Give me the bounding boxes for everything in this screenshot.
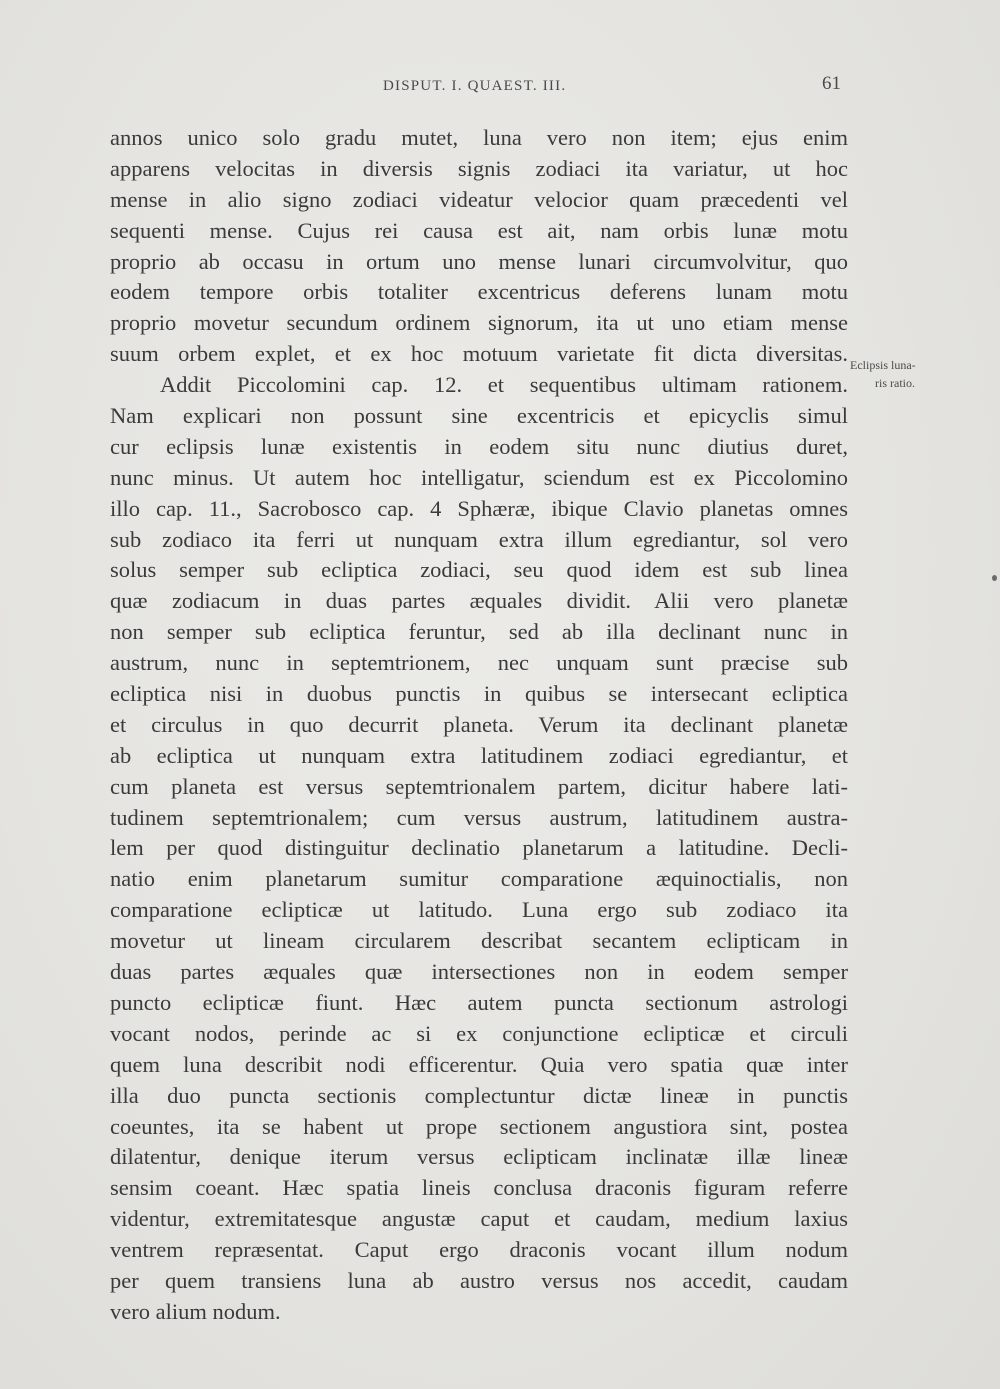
text-line: duas partes æquales quæ intersectiones non in eodem semper: [110, 959, 848, 985]
text-line: coeuntes, ita se habent ut prope sectionem angustiora sint, postea: [110, 1113, 848, 1139]
text-line: illo cap. 11., Sacrobosco cap. 4 Sphæræ, ibique Clavio planetas omnes: [110, 495, 848, 521]
text-line: lem per quod distinguitur declinatio planetarum a latitudine. Decli-: [110, 835, 848, 861]
running-head: DISPUT. I. QUAEST. III.: [383, 78, 567, 94]
text-line: movetur ut lineam circularem describat secantem eclipticam in: [110, 928, 848, 954]
page-number: 61: [822, 73, 841, 94]
marginal-note-line: Eclipsis luna-: [850, 358, 916, 372]
marginal-note-line: ris ratio.: [875, 376, 915, 390]
text-line: annos unico solo gradu mutet, luna vero non item; ejus enim: [110, 125, 848, 150]
text-line: dilatentur, denique iterum versus eclipticam inclinatæ illæ lineæ: [110, 1144, 848, 1170]
text-line: nunc minus. Ut autem hoc intelligatur, sciendum est ex Piccolomino: [110, 464, 848, 490]
text-line: proprio ab occasu in ortum uno mense lunari circumvolvitur, quo: [110, 248, 848, 274]
text-line: vocant nodos, perinde ac si ex conjunctione eclipticæ et circuli: [110, 1020, 848, 1046]
text-line: cum planeta est versus septemtrionalem partem, dicitur habere lati-: [110, 773, 848, 799]
text-line: suum orbem explet, et ex hoc motuum varietate fit dicta diversitas.: [110, 341, 848, 367]
text-line: ab ecliptica ut nunquam extra latitudinem zodiaci egrediantur, et: [110, 742, 848, 768]
text-line: vero alium nodum.: [110, 1298, 281, 1324]
ink-speck: [992, 575, 997, 581]
text-line: Nam explicari non possunt sine excentricis et epicyclis simul: [110, 403, 848, 429]
text-line: mense in alio signo zodiaci videatur velocior quam præcedenti vel: [110, 186, 848, 212]
text-line: puncto eclipticæ fiunt. Hæc autem puncta sectionum astrologi: [110, 989, 848, 1015]
text-line: comparatione eclipticæ ut latitudo. Luna ergo sub zodiaco ita: [110, 897, 848, 923]
text-line: quem luna describit nodi efficerentur. Quia vero spatia quæ inter: [110, 1051, 848, 1077]
text-line: quæ zodiacum in duas partes æquales dividit. Alii vero planetæ: [110, 588, 848, 614]
text-line: proprio movetur secundum ordinem signorum, ita ut uno etiam mense: [110, 310, 848, 336]
text-line: sub zodiaco ita ferri ut nunquam extra illum egrediantur, sol vero: [110, 526, 848, 552]
text-line: natio enim planetarum sumitur comparatione æquinoctialis, non: [110, 866, 848, 892]
text-line: apparens velocitas in diversis signis zodiaci ita variatur, ut hoc: [110, 155, 848, 181]
text-line: per quem transiens luna ab austro versus nos accedit, caudam: [110, 1267, 848, 1293]
text-line: cur eclipsis lunæ existentis in eodem situ nunc diutius duret,: [110, 433, 848, 459]
marginal-note: [850, 356, 960, 392]
body-text: [110, 123, 848, 1328]
text-line: illa duo puncta sectionis complectuntur dictæ lineæ in punctis: [110, 1082, 848, 1108]
text-line: sequenti mense. Cujus rei causa est ait, nam orbis lunæ motu: [110, 217, 848, 243]
text-line: non semper sub ecliptica feruntur, sed ab illa declinant nunc in: [110, 619, 848, 645]
text-line: austrum, nunc in septemtrionem, nec unquam sunt præcise sub: [110, 650, 848, 676]
text-line: tudinem septemtrionalem; cum versus austrum, latitudinem austra-: [110, 804, 848, 830]
text-line: ecliptica nisi in duobus punctis in quibus se intersecant ecliptica: [110, 681, 848, 707]
text-line: solus semper sub ecliptica zodiaci, seu quod idem est sub linea: [110, 557, 848, 583]
text-line: et circulus in quo decurrit planeta. Verum ita declinant planetæ: [110, 711, 848, 737]
text-line: videntur, extremitatesque angustæ caput et caudam, medium laxius: [110, 1206, 848, 1232]
text-line: eodem tempore orbis totaliter excentricus deferens lunam motu: [110, 279, 848, 305]
text-line: sensim coeant. Hæc spatia lineis conclusa draconis figuram referre: [110, 1175, 848, 1201]
text-line: Addit Piccolomini cap. 12. et sequentibus ultimam rationem.: [160, 372, 848, 398]
text-line: ventrem repræsentat. Caput ergo draconis vocant illum nodum: [110, 1237, 848, 1263]
